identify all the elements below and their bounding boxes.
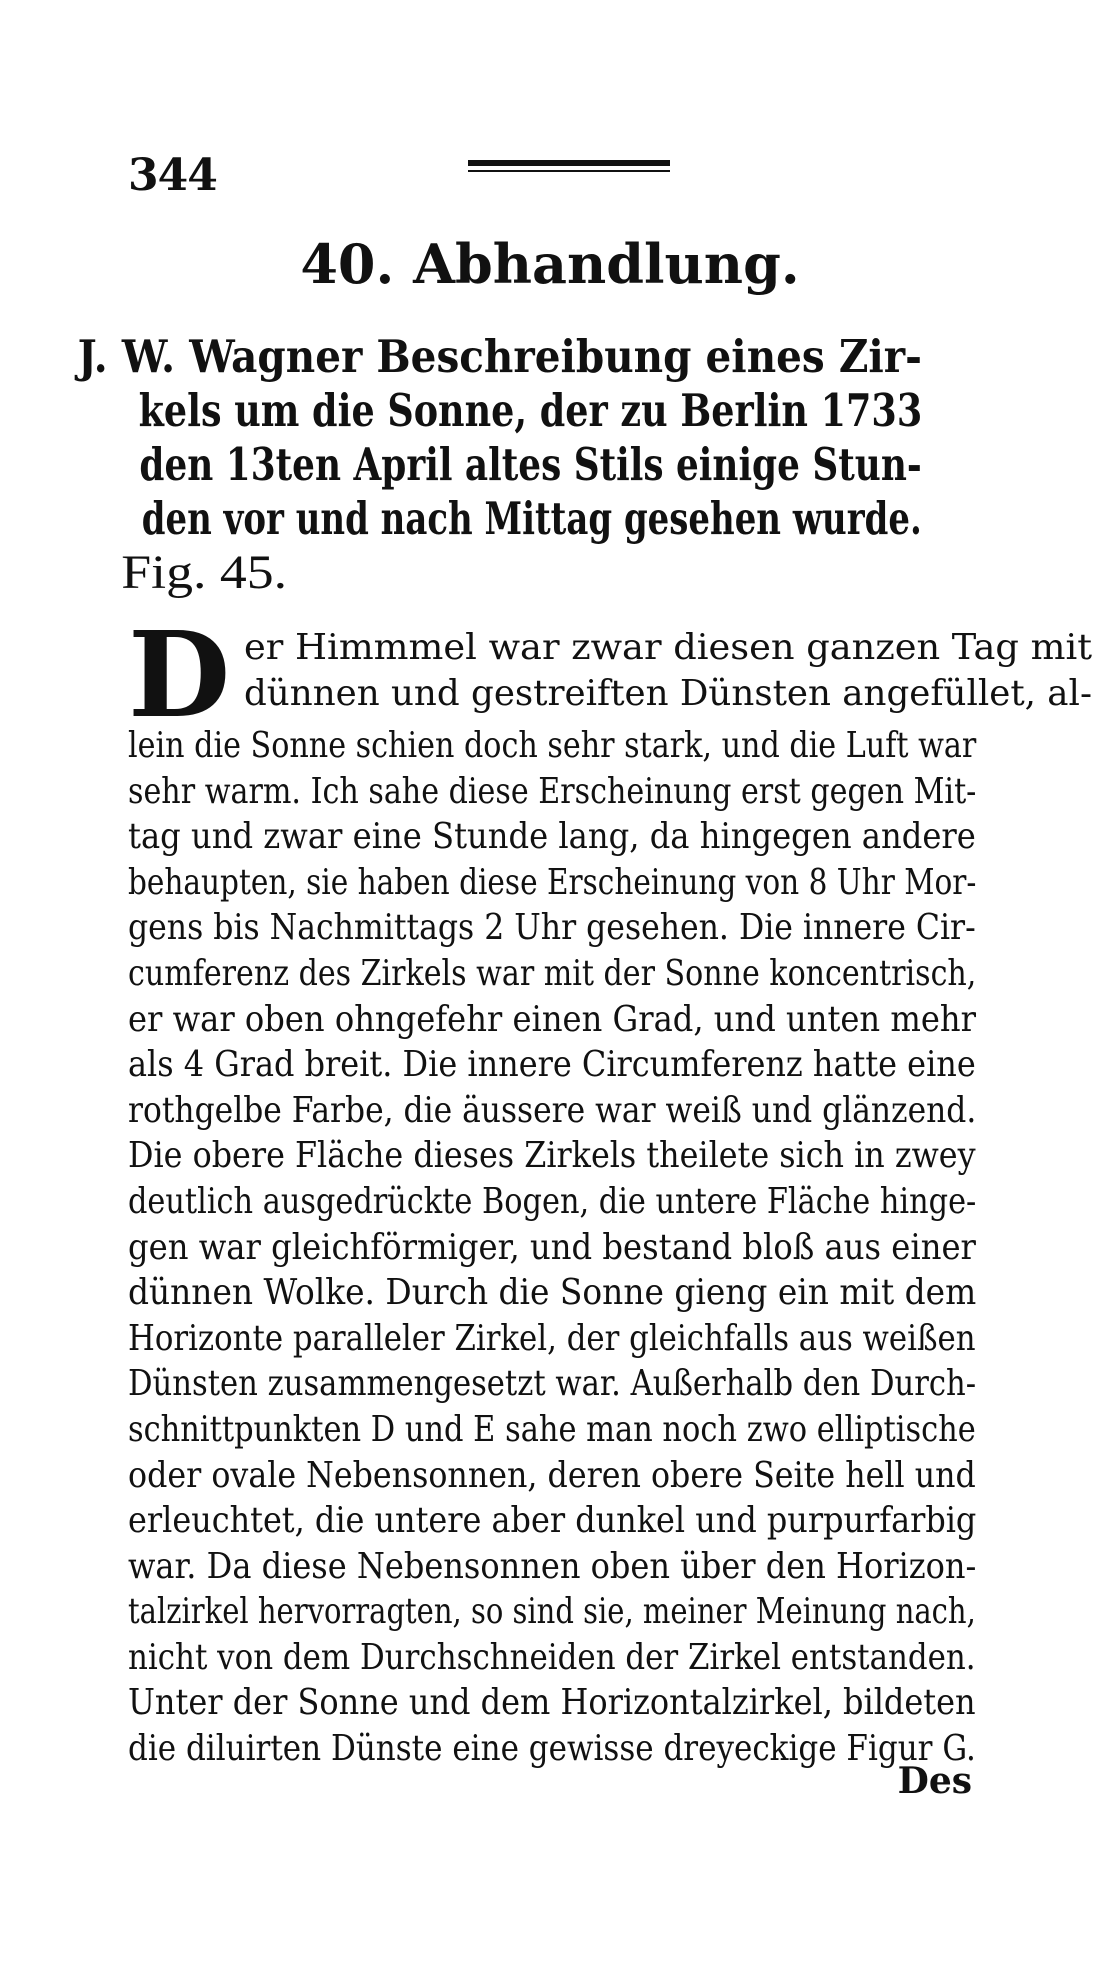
body-line: erleuchtet, die untere aber dunkel und purpurfarbig: [128, 1500, 977, 1542]
title-line: J. W. Wagner Beschreibung eines Zir-: [77, 330, 922, 383]
title-line: den 13ten April altes Stils einige Stun-: [139, 438, 922, 491]
drop-cap: D: [128, 605, 231, 744]
body-line: Unter der Sonne und dem Horizontalzirkel, bildeten: [128, 1682, 976, 1724]
page-number: 344: [128, 150, 217, 201]
body-line: sehr warm. Ich sahe diese Erscheinung erst gegen Mit-: [128, 770, 977, 812]
body-paragraph: [128, 605, 1093, 1772]
body-line: gens bis Nachmittags 2 Uhr gesehen. Die innere Cir-: [128, 907, 976, 949]
article-title: [77, 330, 1034, 600]
body-line: Dünsten zusammengesetzt war. Außerhalb den Durch-: [128, 1363, 977, 1405]
title-line: kels um die Sonne, der zu Berlin 1733: [138, 384, 923, 437]
body-line: Horizonte paralleler Zirkel, der gleichfalls aus weißen: [128, 1317, 976, 1359]
body-line: talzirkel hervorragten, so sind sie, meiner Meinung nach,: [128, 1591, 976, 1633]
body-line: er Himmmel war zwar diesen ganzen Tag mit: [244, 627, 1093, 668]
header-rule: [468, 160, 670, 172]
body-line: die diluirten Dünste eine gewisse dreyeckige Figur G.: [128, 1728, 976, 1770]
body-line: behaupten, sie haben diese Erscheinung von 8 Uhr Mor-: [128, 861, 977, 903]
figure-reference: Fig. 45.: [121, 546, 288, 599]
body-line: lein die Sonne schien doch sehr stark, und die Luft war: [128, 725, 977, 766]
section-heading: 40. Abhandlung.: [300, 232, 800, 296]
body-line: war. Da diese Nebensonnen oben über den Horizon-: [128, 1545, 977, 1587]
header-rule-thick: [468, 160, 670, 166]
body-line: als 4 Grad breit. Die innere Circumferenz hatte eine: [128, 1044, 976, 1086]
body-line: deutlich ausgedrückte Bogen, die untere Fläche hinge-: [128, 1180, 977, 1222]
body-line: dünnen Wolke. Durch die Sonne gieng ein mit dem: [128, 1272, 977, 1314]
catchword: Des: [897, 1760, 972, 1802]
body-line: dünnen und gestreiften Dünsten angefüllet, al-: [244, 672, 1093, 714]
body-line: tag und zwar eine Stunde lang, da hingegen andere: [128, 816, 976, 858]
body-line: nicht von dem Durchschneiden der Zirkel entstanden.: [128, 1636, 976, 1678]
header-rule-thin: [468, 170, 670, 172]
body-line: cumferenz des Zirkels war mit der Sonne koncentrisch,: [128, 952, 977, 994]
body-line: schnittpunkten D und E sahe man noch zwo elliptische: [128, 1408, 976, 1450]
body-line: oder ovale Nebensonnen, deren obere Seite hell und: [128, 1454, 976, 1496]
body-line: gen war gleichförmiger, und bestand bloß aus einer: [128, 1226, 976, 1268]
body-line: Die obere Fläche dieses Zirkels theilete sich in zwey: [128, 1135, 976, 1177]
body-line: rothgelbe Farbe, die äussere war weiß und glänzend.: [128, 1089, 977, 1131]
body-line: er war oben ohngefehr einen Grad, und unten mehr: [128, 998, 976, 1040]
title-line: den vor und nach Mittag gesehen wurde.: [141, 492, 922, 545]
